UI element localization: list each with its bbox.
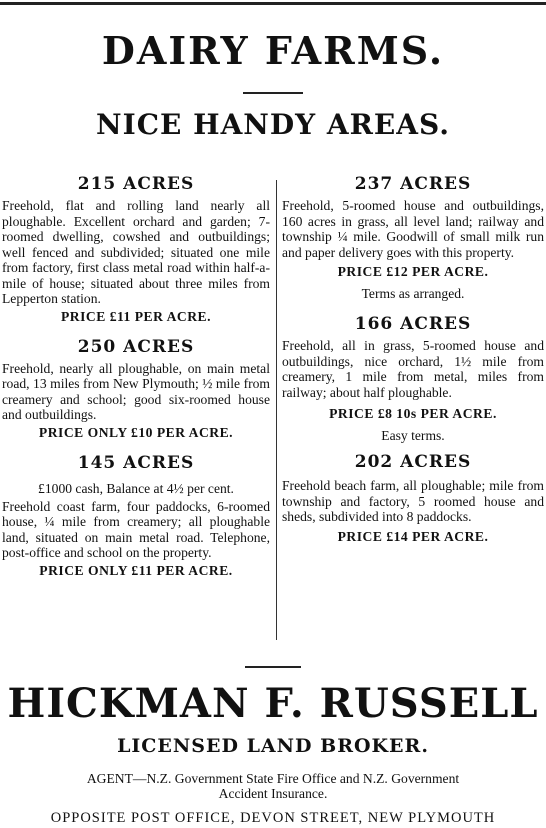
lot-heading: 166 ACRES [354,314,472,334]
top-border-rule [0,2,546,5]
agent-line-2: Accident Insurance. [218,786,328,801]
lot-166-acres [280,314,546,444]
lot-250-acres [0,337,272,441]
lot-price: PRICE ONLY £11 PER ACRE. [39,562,233,578]
lot-heading: 215 ACRES [77,174,195,194]
lot-202-acres [280,452,546,545]
title-divider [243,92,303,94]
right-column [280,172,546,545]
lot-price: PRICE £8 10s PER ACRE. [329,406,497,421]
ad-title: DAIRY FARMS. [101,28,445,73]
lot-description: Freehold beach farm, all ploughable; mile from township and factory, 5 roomed house and sheds, subdivided into 8 paddocks. [282,478,544,524]
broker-name: HICKMAN F. RUSSELL [7,680,539,727]
lot-heading: 202 ACRES [354,452,472,472]
lot-description: Freehold, flat and rolling land nearly all ploughable. Excellent orchard and garden; 7-roomed dwelling, cowshed and outbuildings; well fenced and subdivided; situated one mile from factory, first class metal road within half-a-mile of house; situated about three miles from Lepperton station. [2,198,270,306]
lot-price: PRICE £14 PER ACRE. [337,528,489,544]
lot-heading: 237 ACRES [354,174,472,194]
lot-price: PRICE ONLY £10 PER ACRE. [38,424,234,440]
lot-description: Freehold, all in grass, 5-roomed house and outbuildings, nice orchard, 1½ mile from creamery, 1 mile from metal, miles from railway; about half ploughable. [282,338,544,400]
agent-notice [0,771,546,801]
broker-address: OPPOSITE POST OFFICE, DEVON STREET, NEW PLYMOUTH [50,810,496,826]
lot-heading: 250 ACRES [77,336,195,357]
lot-description: Freehold, nearly all ploughable, on main metal road, 13 miles from New Plymouth; ½ mile from creamery and school; good six-roomed house and outbuildings. [2,360,270,422]
footer-divider [245,666,301,668]
left-column [0,172,272,579]
lot-237-acres [280,174,546,302]
lot-215-acres [0,174,272,325]
lot-heading: 145 ACRES [77,452,195,473]
broker-licence: LICENSED LAND BROKER. [117,735,429,757]
lot-price: PRICE £12 PER ACRE. [337,264,489,279]
lot-cash-terms: £1000 cash, Balance at 4½ per cent. [38,480,234,496]
ad-subtitle: NICE HANDY AREAS. [96,108,450,141]
lot-145-acres [0,453,272,579]
lot-description: Freehold coast farm, four paddocks, 6-roomed house, ¼ mile from creamery; all ploughable land, situated on main metal road. Telephone, post-office and school on the property. [2,498,270,560]
agent-line-1: AGENT—N.Z. Government State Fire Office and N.Z. Government [86,771,460,786]
lot-terms: Easy terms. [381,428,445,443]
lot-description: Freehold, 5-roomed house and outbuildings, 160 acres in grass, all level land; railway and township ¼ mile. Goodwill of small milk run and paper delivery goes with this property. [282,198,544,260]
lot-terms: Terms as arranged. [361,286,465,301]
column-divider [276,180,277,640]
lot-price: PRICE £11 PER ACRE. [61,308,211,324]
